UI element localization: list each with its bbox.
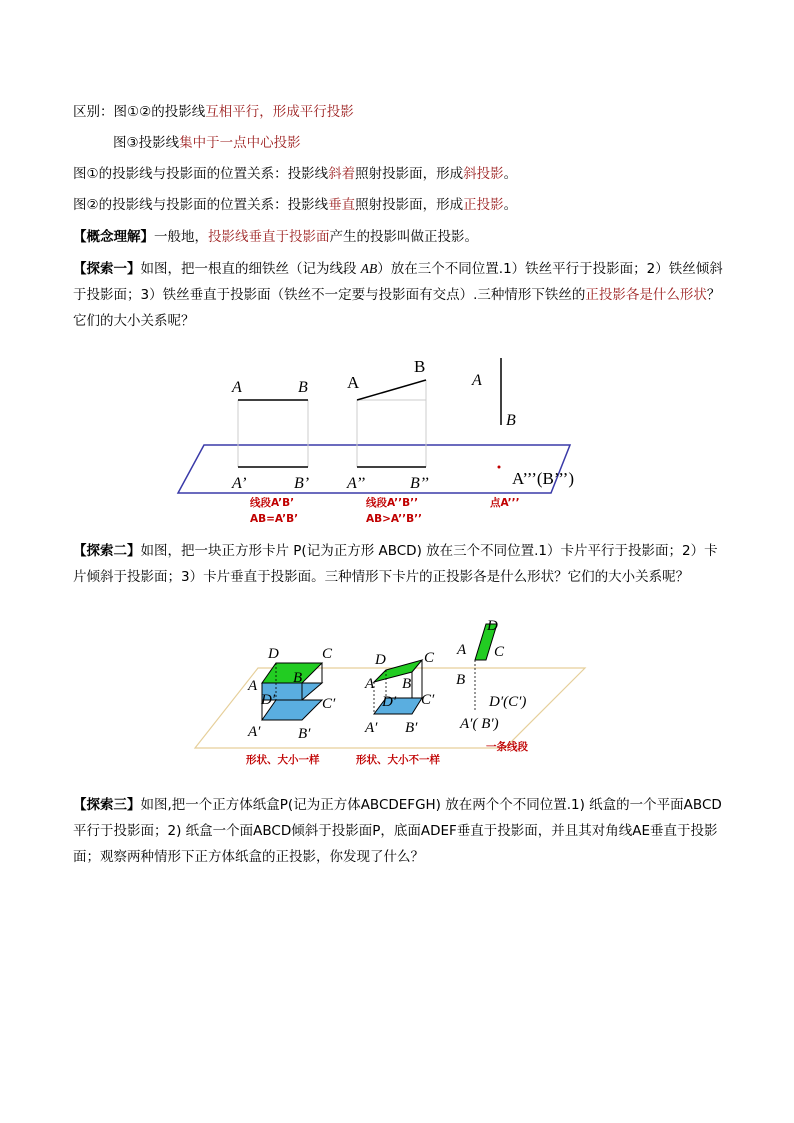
concept-prefix: 一般地，: [154, 229, 208, 245]
label-A-3: A: [472, 372, 482, 389]
diff-line2-prefix: 图③投影线: [113, 135, 180, 151]
fig1-h2: 斜投影: [463, 166, 504, 182]
label-A-2: A: [347, 373, 360, 392]
concept-suffix: 产生的投影叫做正投影。: [329, 229, 478, 245]
label-C-1: C: [322, 646, 333, 662]
figure1-relation-line: [73, 165, 517, 183]
explore2-label: 【探索二】: [73, 543, 141, 559]
explore1-label: 【探索一】: [73, 261, 141, 277]
concept-label: 【概念理解】: [73, 229, 154, 245]
fig2-suffix: 。: [503, 197, 518, 213]
fig1-prefix: 图①的投影线与投影面的位置关系：投影线: [73, 166, 329, 182]
explore3-text: 如图,把一个正方体纸盒P(记为正方体ABCDEFGH) 放在两个个不同位置.1) 纸盒的一个平面ABCD平行于投影面；2) 纸盒一个面ABCD倾斜于投影面P，底面ADEF垂直于投影面，并且其对角线AE垂直于投影面；观察两种情形下正方体纸盒的正投影，你发现了什么？: [73, 797, 722, 865]
wire-2: [357, 380, 426, 400]
fig2-h1: 垂直: [328, 197, 356, 213]
label-C-3: C: [494, 644, 505, 660]
fig2-prefix: 图②的投影线与投影面的位置关系：投影线: [73, 197, 329, 213]
label-B-2: B: [402, 676, 412, 692]
label-B-3: B: [506, 412, 516, 429]
fig1-mid: 照射投影面，形成: [355, 166, 464, 182]
label-D1C1: D′(C′): [489, 694, 527, 710]
label-B2: B’’: [410, 475, 429, 492]
diff-highlight-2: 集中于一点中心投影: [179, 135, 301, 151]
label-A1-1: A′: [248, 724, 261, 740]
label-B-1: B: [298, 379, 308, 396]
explore1-ab: AB: [360, 261, 378, 276]
label-A-1: A: [248, 678, 258, 694]
caption-3-line1: 点A’’’: [490, 497, 520, 509]
label-D1-2: D′: [382, 694, 397, 710]
label-C1-1: C′: [322, 696, 336, 712]
explore1-text-a: 如图，把一根直的细铁丝（记为线段: [140, 261, 361, 277]
label-A-3: A: [457, 642, 467, 658]
label-D-1: D: [268, 646, 279, 662]
diff-prefix: 区别：图①②的投影线: [73, 104, 206, 120]
fig1-suffix: 。: [503, 166, 518, 182]
caption-1-line1: 线段A’B’: [250, 497, 295, 509]
point-projection: [498, 466, 501, 469]
label-B-1b: B: [293, 670, 303, 686]
label-A-2: A: [365, 676, 375, 692]
explore2-paragraph: [73, 538, 723, 590]
fig1-h1: 斜着: [328, 166, 356, 182]
label-B1-2: B′: [405, 720, 418, 736]
label-A1: A’: [232, 475, 247, 492]
explore1-text-b: ）放在三个不同位置.1）铁丝平行于投影面；2）铁丝倾斜于投影面；3）铁丝垂直于投影面（铁丝不一定要与投影面有交点）.三种情形下铁丝的: [73, 261, 723, 303]
explore1-paragraph: [73, 256, 723, 334]
concept-highlight: 投影线垂直于投影面: [208, 229, 330, 245]
card-caption-2: 形状、大小不一样: [356, 754, 440, 766]
label-A2: A’’: [347, 475, 366, 492]
green-card-1: [262, 663, 322, 683]
card-caption-1: 形状、大小一样: [246, 754, 320, 766]
concept-line: [73, 228, 478, 246]
label-D-3: D: [487, 618, 498, 634]
label-A-1: A: [232, 379, 242, 396]
card-projection-figure: [190, 610, 610, 775]
figure2-relation-line: [73, 196, 517, 214]
label-C1-2: C′: [421, 692, 435, 708]
center-projection-line: [113, 134, 301, 152]
explore3-paragraph: [73, 792, 723, 870]
diff-highlight-1: 互相平行，形成平行投影: [205, 104, 354, 120]
label-A1B1: A′( B′): [460, 716, 499, 732]
label-B-3: B: [456, 672, 466, 688]
fig2-mid: 照射投影面，形成: [355, 197, 464, 213]
card-caption-3: 一条线段: [486, 741, 528, 753]
explore2-text: 如图，把一块正方形卡片 P(记为正方形 ABCD) 放在三个不同位置.1）卡片平行于投影面；2）卡片倾斜于投影面；3）卡片垂直于投影面。三种情形下卡片的正投影各是什么形状？它们的大小关系呢？: [73, 543, 718, 585]
label-A3: A’’’(B’’’): [512, 469, 574, 488]
label-D-2: D: [375, 652, 386, 668]
label-A1-2: A′: [365, 720, 378, 736]
explore3-label: 【探索三】: [73, 797, 141, 813]
explore1-highlight: 正投影各是什么形状: [585, 287, 707, 303]
caption-1-line2: AB=A’B’: [250, 513, 299, 525]
label-D1-1: D′: [261, 692, 276, 708]
caption-2-line1: 线段A’’B’’: [366, 497, 419, 509]
label-B1-1: B′: [298, 726, 311, 742]
wire-projection-figure: [170, 350, 590, 530]
label-B1: B’: [294, 475, 310, 492]
label-B-2: B: [414, 357, 426, 376]
fig2-h2: 正投影: [463, 197, 504, 213]
difference-line: [73, 103, 354, 121]
explore1-text-c: ？它们的大小关系呢？: [73, 287, 721, 329]
label-C-2: C: [424, 650, 435, 666]
caption-2-line2: AB>A’’B’’: [366, 513, 423, 525]
